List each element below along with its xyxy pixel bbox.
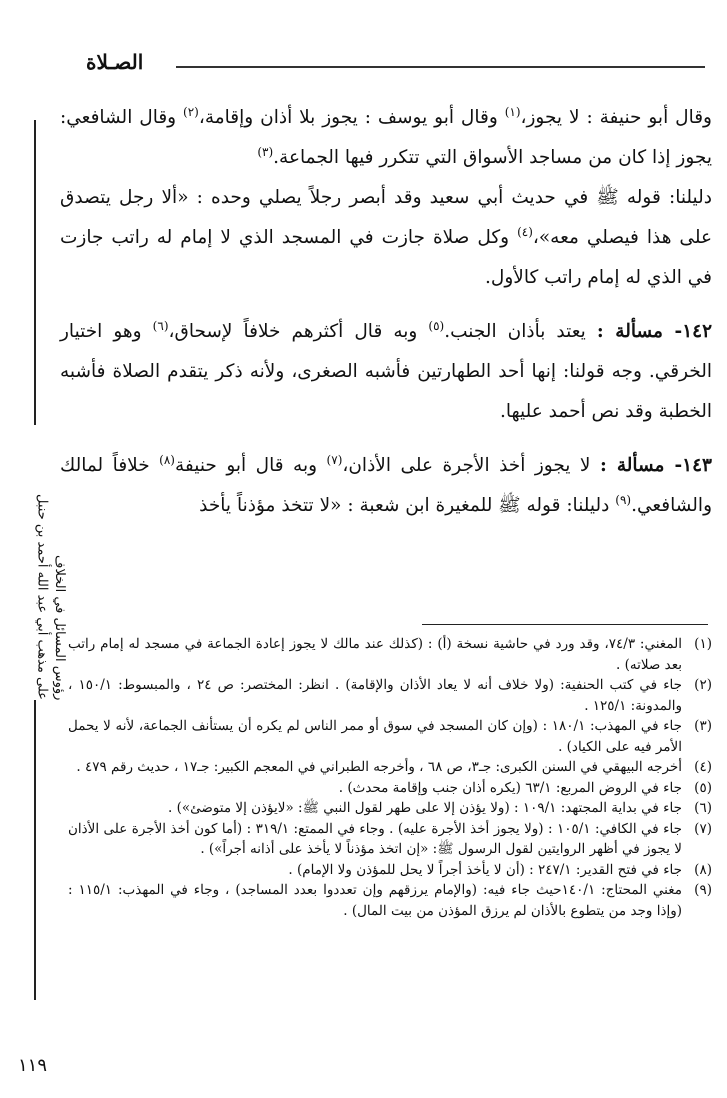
footnote-separator (422, 624, 708, 625)
footnote-number: (٩) (694, 882, 712, 898)
issue-142 (60, 312, 712, 432)
footnote-item (68, 716, 712, 757)
footnote-text: جاء في الروض المربع: ٦٣/١ (يكره أذان جنب وإقامة محدث) . (338, 779, 682, 796)
footnote-ref-3: (٣) (257, 144, 274, 159)
footnote-ref-2: (٢) (183, 104, 199, 119)
text-run: وهو اختيار الخرقي. وجه قولنا: إنها أحد الطهارتين فأشبه الصغرى، ولأنه ذكر يتقدم الصلاة فأشبه الخطبة وقد نص أحمد عليها. (60, 321, 712, 422)
footnote-text: المغني: ٧٤/٣، وقد ورد في حاشية نسخة (أ) : (كذلك عند مالك لا يجوز إعادة الجماعة في مسجد له إمام راتب بعد صلاته) . (68, 636, 682, 673)
footnote-item (68, 675, 712, 716)
text-run: وقال أبو حنيفة : لا يجوز، (520, 107, 712, 128)
footnote-item (68, 798, 712, 819)
text-run: وقال الشافعي: يجوز إذا كان من مساجد الأسواق التي تتكرر فيها الجماعة. (60, 107, 712, 168)
footnote-number: (٣) (694, 718, 712, 734)
footnote-ref-9: (٩) (615, 492, 632, 507)
header-rule (176, 66, 705, 68)
side-rule-top (34, 120, 36, 425)
footnote-number: (٥) (694, 779, 712, 796)
main-text (60, 98, 712, 526)
text-run: وقال أبو يوسف : يجوز بلا أذان وإقامة، (198, 107, 505, 128)
footnote-ref-5: (٥) (428, 318, 445, 333)
text-run: وبه قال أكثرهم خلافاً لإسحاق، (168, 321, 429, 342)
side-book-title (8, 425, 68, 700)
footnote-ref-8: (٨) (159, 452, 175, 467)
footnote-item (68, 634, 712, 675)
text-run: لا يجوز أخذ الأجرة على الأذان، (342, 455, 600, 476)
footnote-number: (٧) (694, 820, 712, 837)
footnote-ref-6: (٦) (152, 318, 169, 333)
footnote-number: (٤) (694, 759, 712, 775)
text-run: وبه قال أبو حنيفة (174, 455, 327, 476)
text-run: دليلنا: قوله ﷺ في حديث أبي سعيد وقد أبصر رجلاً يصلي وحده : «ألا رجل يتصدق على هذا فيصلي معه»، (60, 187, 713, 248)
footnote-number: (٦) (694, 800, 712, 816)
footnote-text: جاء في الكافي: ١٠٥/١ : (ولا يجوز أخذ الأجرة عليه) . وجاء في الممتع: ٣١٩/١ : (أما كون أخذ الأجرة على الأذان لا يجوز في أظهر الروايتين لقول الرسول ﷺ: «إن اتخذ مؤذناً لا يأخذ على أذانه أجراً») . (68, 820, 682, 857)
issue-142-label: ١٤٢- مسألة : (596, 321, 713, 342)
footnote-text: أخرجه البيهقي في السنن الكبرى: جـ٣، ص ٦٨ ، وأخرجه الطبراني في المعجم الكبير: جـ١٧ ، حديث رقم ٤٧٩ . (76, 759, 682, 775)
paragraph-1 (60, 98, 712, 178)
issue-143 (60, 446, 712, 526)
text-run: خلافاً لمالك والشافعي. (60, 455, 712, 516)
footnote-ref-7: (٧) (326, 452, 343, 467)
side-book-title-line1: رؤوس المسائل في الخلاف (52, 554, 67, 700)
footnote-ref-1: (١) (504, 104, 521, 119)
text-run: دليلنا: قوله ﷺ للمغيرة ابن شعبة : «لا تتخذ مؤذناً يأخذ (199, 495, 616, 516)
side-rule-bottom (34, 700, 36, 1000)
page-number: ١١٩ (18, 1055, 48, 1076)
footnote-ref-4: (٤) (517, 224, 533, 239)
page-running-title: الصـلاة (86, 50, 144, 74)
footnote-item (68, 880, 712, 921)
footnote-text: مغني المحتاج: ١٤٠/١حيث جاء فيه: (والإمام يرزقهم وإن تعددوا بعدد المساجد) ، وجاء في المهذب: ١١٥/١ : (وإذا وجد من يتطوع بالأذان لم يرزق المؤذن من بيت المال) . (68, 882, 682, 919)
footnotes (68, 634, 712, 921)
footnote-number: (٨) (694, 861, 712, 878)
footnote-number: (١) (694, 636, 712, 652)
footnote-item (68, 778, 712, 799)
issue-143-label: ١٤٣- مسألة : (599, 455, 712, 476)
footnote-text: جاء في فتح القدير: ٢٤٧/١ : (أن لا يأخذ أجراً لا يحل للمؤذن ولا الإمام) . (288, 861, 682, 878)
paragraph-2 (60, 178, 712, 298)
footnote-text: جاء في المهذب: ١٨٠/١ : (وإن كان المسجد في سوق أو ممر الناس لم يكره أن يستأنف الجماعة، لأنه لا يحمل الأمر فيه على الكياد) . (68, 718, 682, 755)
text-run: وكل صلاة جازت في المسجد الذي لا إمام له راتب جازت في الذي له إمام راتب كالأول. (60, 227, 712, 288)
footnote-item (68, 757, 712, 778)
side-book-title-line2: على مذهب أبي عبد الله أحمد بن حنبل (34, 494, 50, 700)
footnote-text: جاء في كتب الحنفية: (ولا خلاف أنه لا يعاد الأذان والإقامة) . انظر: المختصر: ص ٢٤ ، والمبسوط: ١٥٠/١ ، والمدونة: ١٢٥/١ . (68, 677, 683, 714)
footnote-number: (٢) (694, 677, 712, 693)
text-run: يعتد بأذان الجنب. (444, 321, 597, 342)
footnote-item (68, 819, 712, 860)
footnote-text: جاء في بداية المجتهد: ١٠٩/١ : (ولا يؤذن إلا على طهر لقول النبي ﷺ: «لايؤذن إلا متوضئ») . (168, 800, 682, 816)
footnote-item (68, 860, 712, 881)
